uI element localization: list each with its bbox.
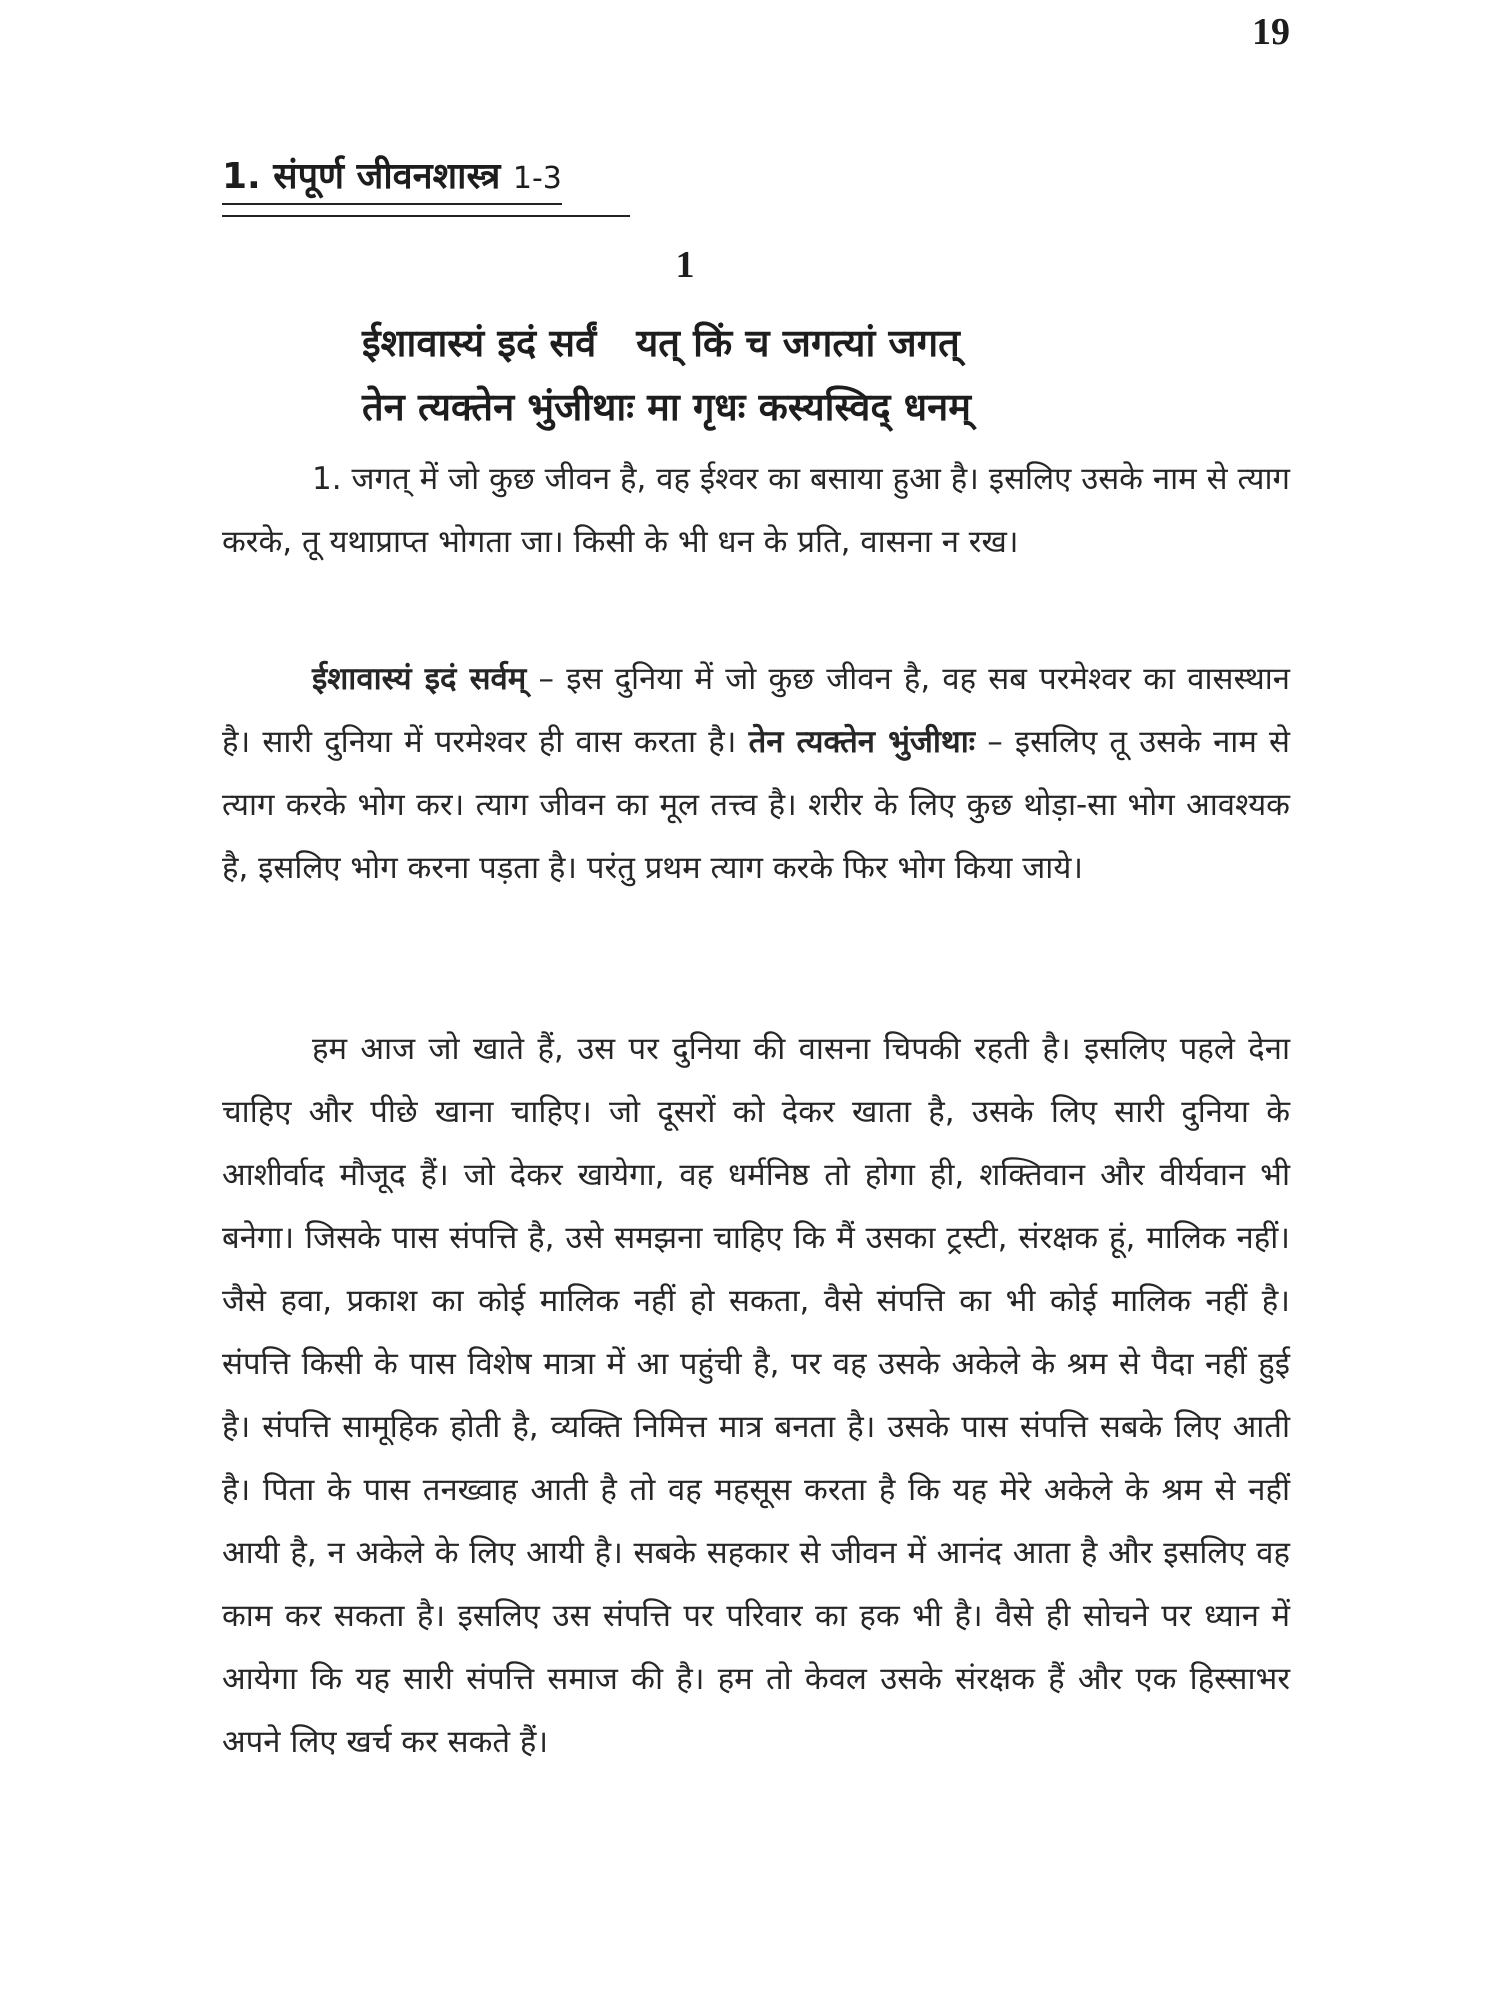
body-paragraph: हम आज जो खाते हैं, उस पर दुनिया की वासना चिपकी रहती है। इसलिए पहले देना चाहिए और पीछे खाना चाहिए। जो दूसरों को देकर खाता है, उसके लिए सारी दुनिया के आशीर्वाद मौजूद हैं। जो देकर खायेगा, वह धर्मनिष्ठ तो होगा ही, शक्तिवान और वीर्यवान भी बनेगा। जिसके पास संपत्ति है, उसे समझना चाहिए कि मैं उसका ट्रस्टी, संरक्षक हूं, मालिक नहीं। जैसे हवा, प्रकाश का कोई मालिक नहीं हो सकता, वैसे संपत्ति का भी कोई मालिक नहीं है। संपत्ति किसी के पास विशेष मात्रा में आ पहुंची है, पर वह उसके अकेले के श्रम से पैदा नहीं हुई है। संपत्ति सामूहिक होती है, व्यक्ति निमित्त मात्र बनता है। उसके पास संपत्ति सबके लिए आती है। पिता के पास तनख्वाह आती है तो वह महसूस करता है कि यह मेरे अकेले के श्रम से नहीं आयी है, न अकेले के लिए आयी है। सबके सहकार से जीवन में आनंद आता है और इसलिए वह काम कर सकता है। इसलिए उस संपत्ति पर परिवार का हक भी है। वैसे ही सोचने पर ध्यान में आयेगा कि यह सारी संपत्ति समाज की है। हम तो केवल उसके संरक्षक हैं और एक हिस्साभर अपने लिए खर्च कर सकते हैं। — [222, 1031, 1290, 1760]
verse-line-2: तेन त्यक्तेन भुंजीथाः मा गृधः कस्यस्विद् धनम् — [362, 385, 971, 429]
chapter-title: 1. संपूर्ण जीवनशास्त्र — [222, 156, 501, 197]
translation-block — [222, 448, 1290, 574]
page-number: 19 — [1252, 11, 1290, 53]
commentary-term-1: ईशावास्यं इदं सर्वम् — [312, 661, 527, 697]
chapter-heading — [222, 150, 562, 205]
body-paragraph-block — [222, 1018, 1290, 1774]
translation-text: 1. जगत् में जो कुछ जीवन है, वह ईश्वर का बसाया हुआ है। इसलिए उसके नाम से त्याग करके, तू यथाप्राप्त भोगता जा। किसी के भी धन के प्रति, वासना न रख। — [222, 461, 1290, 560]
commentary-block — [222, 648, 1290, 900]
verse-line-1-part-2: यत् किं च जगत्यां जगत् — [636, 321, 960, 365]
verse-line-1-part-1: ईशावास्यं इदं सर्वं — [362, 321, 597, 365]
verse-line-1 — [362, 316, 960, 368]
commentary-term-2: तेन त्यक्तेन भुंजीथाः — [748, 724, 976, 760]
heading-double-underline — [222, 215, 630, 217]
chapter-range: 1-3 — [512, 161, 562, 196]
commentary-text-2: – इसलिए तू उसके नाम से त्याग करके भोग कर। त्याग जीवन का मूल तत्त्व है। शरीर के लिए कुछ थोड़ा-सा भोग आवश्यक है, इसलिए भोग करना पड़ता है। परंतु प्रथम त्याग करके फिर भोग किया जाये। — [222, 724, 1290, 886]
commentary-text-1: – इस दुनिया में जो कुछ जीवन है, वह सब परमेश्वर का वासस्थान है। सारी दुनिया में परमेश्वर ही वास करता है। — [222, 661, 1290, 760]
commentary-paragraph — [222, 648, 1290, 900]
verse-number: 1 — [675, 244, 695, 286]
